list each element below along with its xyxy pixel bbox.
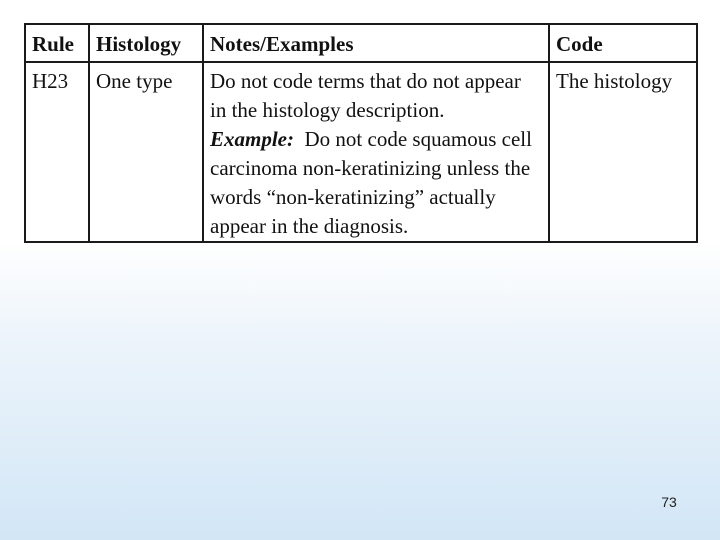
cell-rule-id: H23 bbox=[25, 62, 89, 242]
notes-text: Do not code terms that do not appear in the histology description. bbox=[210, 69, 521, 122]
header-histology: Histology bbox=[89, 24, 203, 62]
header-notes: Notes/Examples bbox=[203, 24, 549, 62]
cell-histology: One type bbox=[89, 62, 203, 242]
header-code: Code bbox=[549, 24, 697, 62]
header-rule: Rule bbox=[25, 24, 89, 62]
table-row bbox=[25, 62, 697, 242]
rules-table bbox=[24, 23, 698, 243]
page-number: 73 bbox=[661, 494, 677, 510]
cell-code: The histology bbox=[549, 62, 697, 242]
cell-notes bbox=[203, 62, 549, 242]
example-text: Do not code squamous cell carcinoma non-keratinizing unless the words “non-keratinizing” actually appear in the diagnosis. bbox=[210, 127, 532, 238]
table-header-row bbox=[25, 24, 697, 62]
example-label: Example: bbox=[210, 127, 294, 151]
